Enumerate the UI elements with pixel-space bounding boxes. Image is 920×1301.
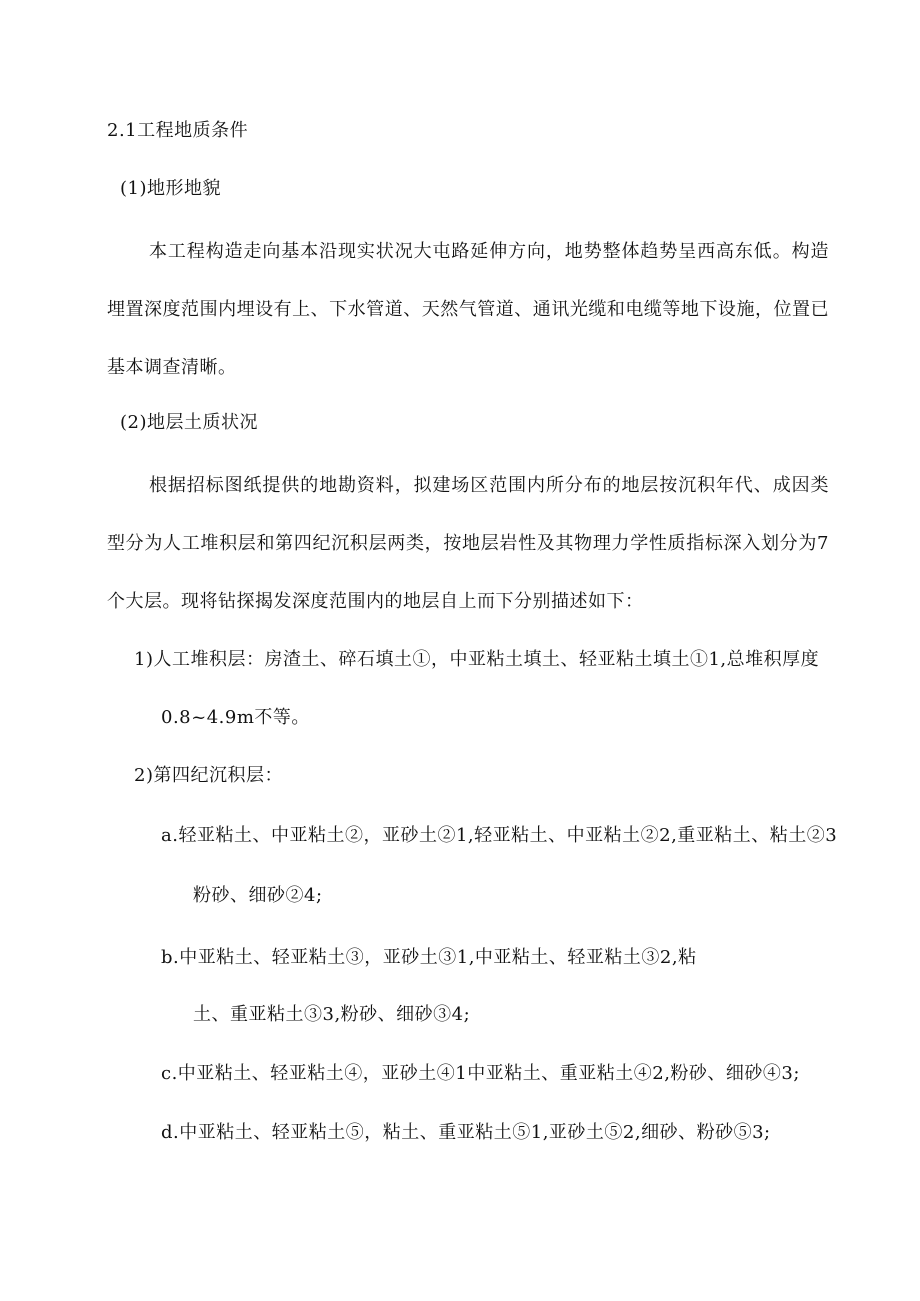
subsection-heading-strata: (2)地层土质状况: [120, 412, 258, 433]
strata-paragraph: 根据招标图纸提供的地勘资料，拟建场区范围内所分布的地层按沉积年代、成因类型分为人工堆积层和第四纪沉积层两类，按地层岩性及其物理力学性质指标深入划分为7个大层。现将钻探揭发深度范围内的地层自上而下分别描述如下：: [107, 475, 829, 612]
subsection-heading-landform: (1)地形地貌: [120, 178, 221, 199]
layer-2-item-c: c.中亚粘土、轻亚粘土④，亚砂土④1中亚粘土、重亚粘土④2,粉砂、细砂④3;: [161, 1063, 800, 1084]
section-title: 2.1工程地质条件: [107, 120, 249, 141]
layer-2-item-d: d.中亚粘土、轻亚粘土⑤，粘土、重亚粘土⑤1,亚砂土⑤2,细砂、粉砂⑤3;: [161, 1122, 771, 1143]
layer-2-item-b-line-1: b.中亚粘土、轻亚粘土③，亚砂土③1,中亚粘土、轻亚粘土③2,粘: [161, 947, 697, 968]
layer-2-item-a-line-1: a.轻亚粘土、中亚粘土②，亚砂土②1,轻亚粘土、中亚粘土②2,重亚粘土、粘土②3: [161, 825, 838, 846]
landform-paragraph: 本工程构造走向基本沿现实状况大屯路延伸方向，地势整体趋势呈西高东低。构造埋置深度范围内埋设有上、下水管道、天然气管道、通讯光缆和电缆等地下设施，位置已基本调查清晰。: [107, 241, 829, 378]
layer-2-heading: 2)第四纪沉积层：: [134, 765, 283, 786]
layer-2-item-a-line-2: 粉砂、细砂②4;: [193, 885, 323, 906]
layer-1-line-1: 1)人工堆积层：房渣土、碎石填土①，中亚粘土填土、轻亚粘土填土①1,总堆积厚度: [134, 649, 820, 670]
layer-2-item-b-line-2: 土、重亚粘土③3,粉砂、细砂③4;: [193, 1004, 471, 1025]
layer-1-line-2: 0.8~4.9m不等。: [161, 707, 310, 728]
